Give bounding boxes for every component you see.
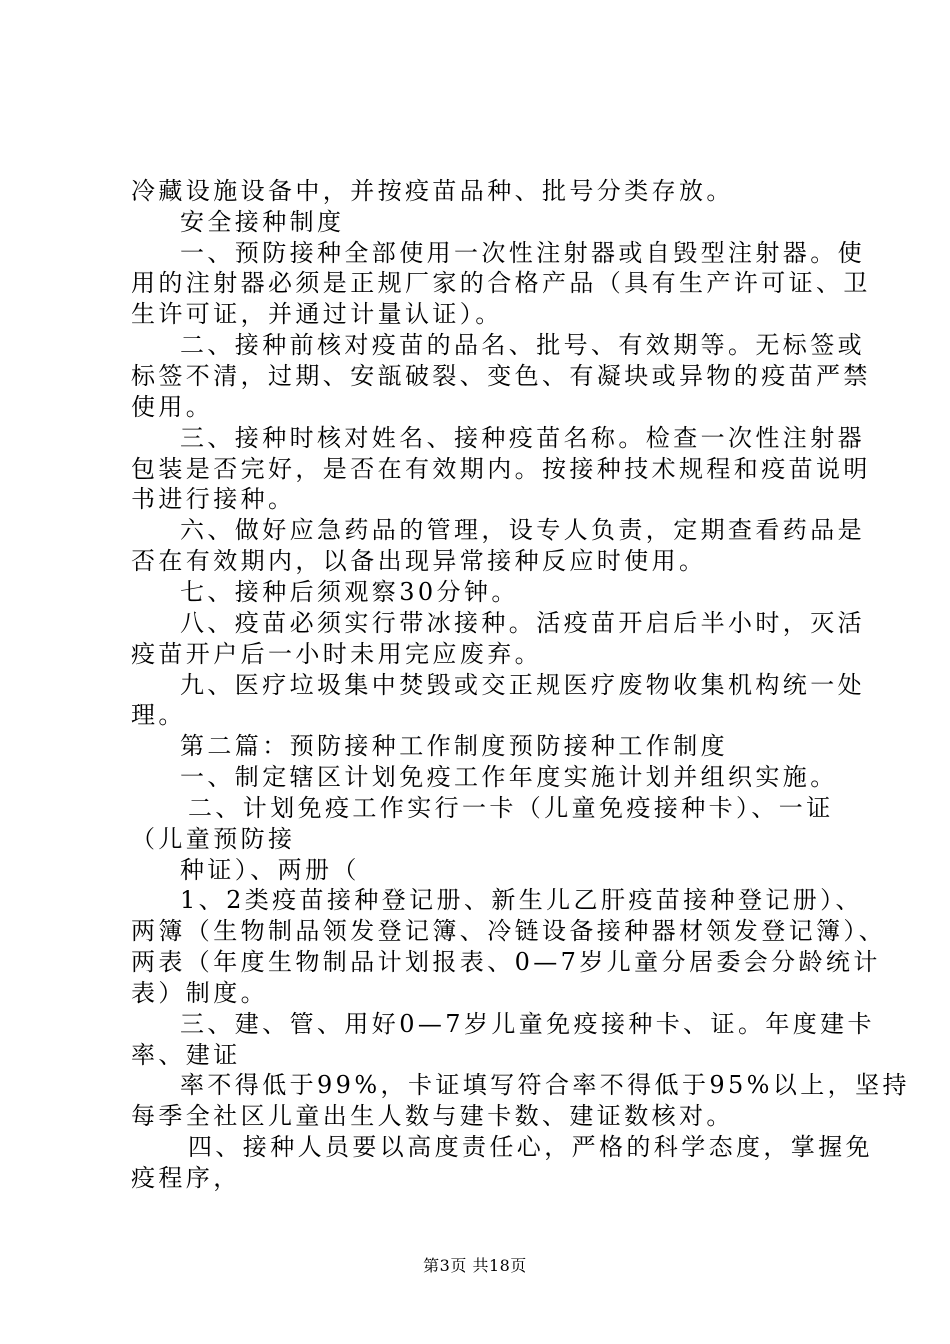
text-line: 否在有效期内，以备出现异常接种反应时使用。 — [131, 547, 707, 575]
text-line: 1、2类疫苗接种登记册、新生儿乙肝疫苗接种登记册）、 — [180, 886, 863, 914]
text-line: 三、接种时核对姓名、接种疫苗名称。检查一次性注射器 — [180, 424, 865, 452]
text-line: 疫苗开户后一小时未用完应废弃。 — [131, 640, 542, 668]
text-line: 冷藏设施设备中，并按疫苗品种、批号分类存放。 — [131, 177, 734, 205]
text-line: 四、接种人员要以高度责任心，严格的科学态度，掌握免 — [188, 1133, 873, 1161]
page-number-footer: 第3页 共18页 — [423, 1256, 527, 1275]
text-line: 标签不清，过期、安瓿破裂、变色、有凝块或异物的疫苗严禁 — [131, 362, 871, 390]
text-line: 理。 — [131, 701, 186, 729]
text-line: 用的注射器必须是正规厂家的合格产品（具有生产许可证、卫 — [131, 269, 871, 297]
text-line: 率不得低于99%，卡证填写符合率不得低于95%以上，坚持 — [180, 1071, 910, 1099]
text-line: 表）制度。 — [131, 979, 268, 1007]
text-line: （儿童预防接 — [131, 825, 296, 853]
text-line: 一、制定辖区计划免疫工作年度实施计划并组织实施。 — [180, 763, 838, 791]
text-line: 九、医疗垃圾集中焚毁或交正规医疗废物收集机构统一处 — [180, 671, 865, 699]
text-line: 每季全社区儿童出生人数与建卡数、建证数核对。 — [131, 1102, 734, 1130]
text-line: 疫程序， — [131, 1164, 241, 1192]
section-heading: 安全接种制度 — [180, 208, 345, 236]
text-line: 六、做好应急药品的管理，设专人负责，定期查看药品是 — [180, 516, 865, 544]
text-line: 八、疫苗必须实行带冰接种。活疫苗开启后半小时，灭活 — [180, 609, 865, 637]
text-line: 两表（年度生物制品计划报表、0—7岁儿童分居委会分龄统计 — [131, 948, 881, 976]
text-line: 生许可证，并通过计量认证）。 — [131, 300, 503, 328]
text-line: 种证）、两册（ — [180, 856, 360, 884]
text-line: 二、计划免疫工作实行一卡（儿童免疫接种卡）、一证 — [188, 794, 834, 822]
text-line: 三、建、管、用好0—7岁儿童免疫接种卡、证。年度建卡 — [180, 1010, 875, 1038]
text-line: 率、建证 — [131, 1041, 241, 1069]
text-line: 七、接种后须观察30分钟。 — [180, 578, 519, 606]
text-line: 两簿（生物制品领发登记簿、冷链设备接种器材领发登记簿）、 — [131, 917, 887, 945]
text-line: 一、预防接种全部使用一次性注射器或自毁型注射器。使 — [180, 239, 865, 267]
text-line: 书进行接种。 — [131, 485, 296, 513]
text-line: 使用。 — [131, 393, 214, 421]
text-line: 二、接种前核对疫苗的品名、批号、有效期等。无标签或 — [180, 331, 865, 359]
chapter-heading: 第二篇：预防接种工作制度预防接种工作制度 — [180, 732, 728, 760]
text-line: 包装是否完好，是否在有效期内。按接种技术规程和疫苗说明 — [131, 455, 871, 483]
